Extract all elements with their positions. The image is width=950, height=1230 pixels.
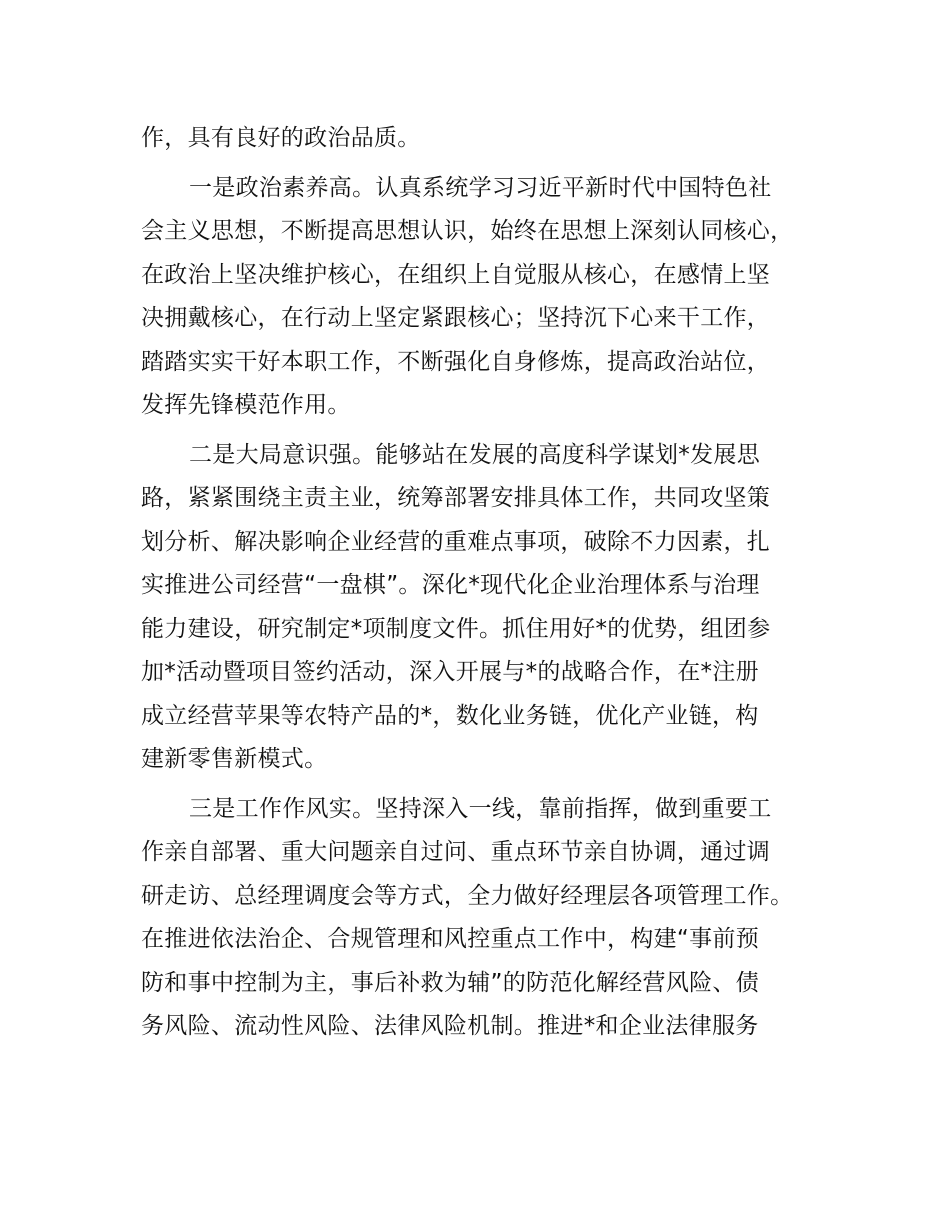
text-line: 决拥戴核心，在行动上坚定紧跟核心；坚持沉下心来干工作， [141, 305, 771, 331]
text-line: 务风险、流动性风险、法律风险机制。推进*和企业法律服务 [141, 1013, 759, 1039]
text-line: 一是政治素养高。认真系统学习习近平新时代中国特色社 [189, 174, 772, 201]
text-line: 划分析、解决影响企业经营的重难点事项，破除不力因素，扎 [141, 528, 771, 555]
document-body [141, 117, 821, 1049]
text-line: 在推进依法治企、合规管理和风控重点工作中，构建“事前预 [141, 926, 760, 952]
text-line: 研走访、总经理调度会等方式，全力做好经理层各项管理工作。 [141, 882, 794, 909]
text-line: 成立经营苹果等农特产品的*，数化业务链，优化产业链，构 [141, 702, 759, 729]
text-line: 加*活动暨项目签约活动，深入开展与*的战略合作，在*注册 [141, 659, 759, 685]
text-line: 二是大局意识强。能够站在发展的高度科学谋划*发展思 [189, 441, 760, 468]
text-line: 防和事中控制为主，事后补救为辅”的防范化解经营风险、债 [141, 969, 760, 996]
text-line: 路，紧紧围绕主责主业，统筹部署安排具体工作，共同攻坚策 [141, 485, 771, 511]
paragraph-work-style [141, 788, 821, 1049]
text-line: 实推进公司经营“一盘棋”。深化*现代化企业治理体系与治理 [141, 572, 760, 598]
paragraph-political-quality [141, 167, 821, 428]
text-line: 三是工作作风实。坚持深入一线，靠前指挥，做到重要工 [189, 795, 772, 822]
text-line: 建新零售新模式。 [141, 746, 328, 772]
paragraph-continuation [141, 117, 821, 161]
text-line: 会主义思想，不断提高思想认识，始终在思想上深刻认同核心， [141, 218, 794, 244]
text-line: 作，具有良好的政治品质。 [141, 125, 421, 151]
text-line: 发挥先锋模范作用。 [141, 392, 351, 418]
text-line: 在政治上坚决维护核心，在组织上自觉服从核心，在感情上坚 [141, 261, 771, 288]
text-line: 踏踏实实干好本职工作，不断强化自身修炼，提高政治站位， [141, 348, 771, 375]
paragraph-big-picture [141, 434, 821, 782]
text-line: 作亲自部署、重大问题亲自过问、重点环节亲自协调，通过调 [141, 839, 771, 865]
text-line: 能力建设，研究制定*项制度文件。抓住用好*的优势，组团参 [141, 615, 771, 642]
